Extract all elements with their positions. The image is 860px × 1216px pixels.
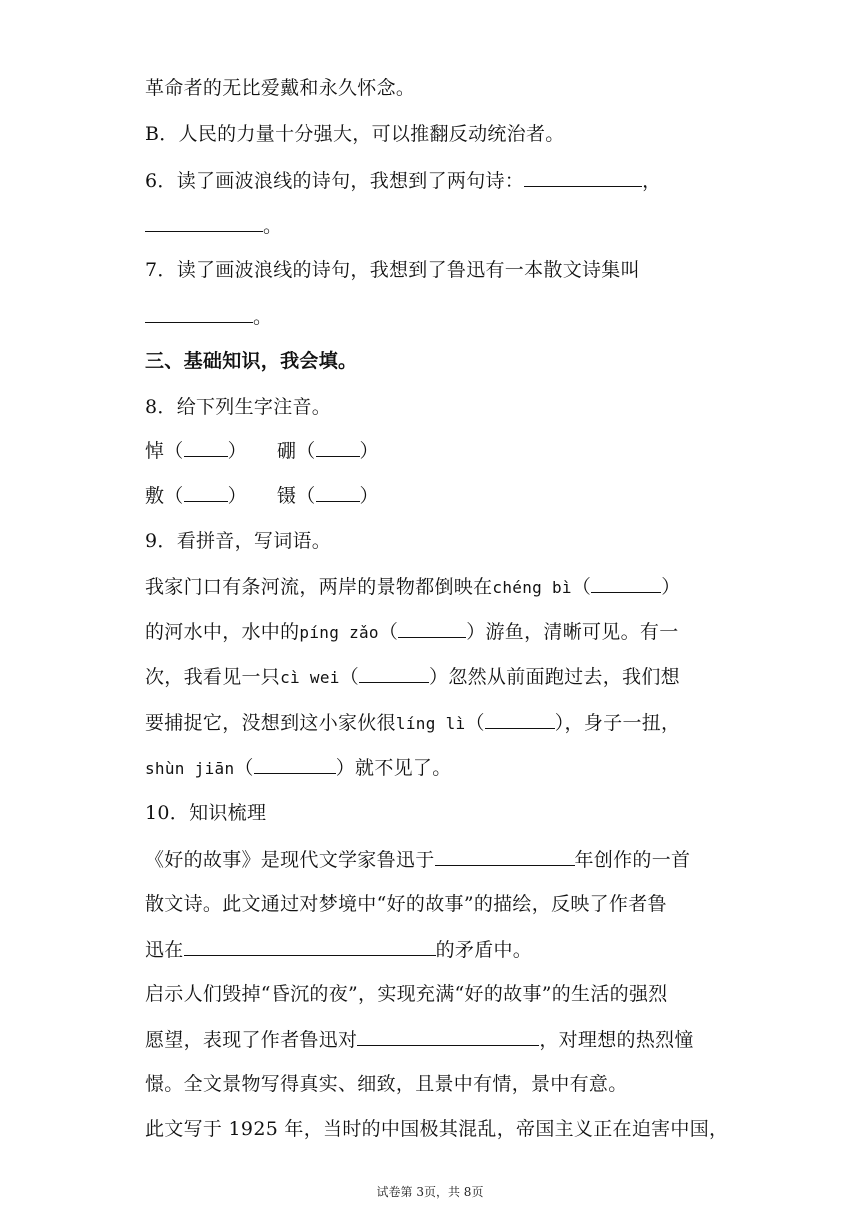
answer-option-a-continued: 革命者的无比爱戴和永久怀念。: [145, 77, 416, 99]
question-10-line-6: 憬。全文景物写得真实、细致，且景中有情，景中有意。: [145, 1073, 628, 1095]
question-10-line-5: 愿望，表现了作者鲁迅对 ，对理想的热烈憧: [145, 1029, 694, 1051]
answer-blank[interactable]: [357, 1027, 539, 1046]
question-10-line-4: 启示人们毁掉“昏沉的夜”，实现充满“好的故事”的生活的强烈: [145, 983, 668, 1005]
answer-blank[interactable]: [435, 847, 575, 866]
answer-option-b: B．人民的力量十分强大，可以推翻反动统治者。: [145, 123, 565, 145]
answer-blank[interactable]: [184, 483, 228, 502]
answer-blank[interactable]: [485, 710, 555, 729]
answer-blank[interactable]: [254, 755, 336, 774]
question-10-line-1: 《好的故事》是现代文学家鲁迅于 年创作的一首: [145, 849, 691, 871]
answer-blank[interactable]: [145, 304, 253, 323]
question-10: 10．知识梳理: [145, 802, 267, 824]
question-8-row-2: 敷（ ） 镊（ ）: [145, 485, 379, 507]
question-9-line-3: 次，我看见一只cì wei（ ）忽然从前面跑过去，我们想: [145, 666, 680, 688]
question-10-line-3: 迅在 的矛盾中。: [145, 939, 533, 961]
question-7: 7．读了画波浪线的诗句，我想到了鲁迅有一本散文诗集叫: [145, 259, 640, 281]
answer-blank[interactable]: [398, 619, 466, 638]
question-6: 6．读了画波浪线的诗句，我想到了两句诗： ，: [145, 170, 662, 192]
answer-blank[interactable]: [316, 483, 360, 502]
answer-blank[interactable]: [184, 937, 436, 956]
answer-blank[interactable]: [145, 213, 263, 232]
question-8: 8．给下列生字注音。: [145, 396, 332, 418]
question-10-line-7: 此文写于 1925 年，当时的中国极其混乱，帝国主义正在迫害中国，: [145, 1118, 729, 1140]
question-8-row-1: 悼（ ） 硼（ ）: [145, 440, 379, 462]
answer-blank[interactable]: [184, 438, 228, 457]
answer-blank[interactable]: [591, 574, 661, 593]
question-10-line-2: 散文诗。此文通过对梦境中“好的故事”的描绘，反映了作者鲁: [145, 893, 667, 915]
answer-blank[interactable]: [524, 168, 642, 187]
section-3-heading: 三、基础知识，我会填。: [145, 350, 358, 372]
question-9-line-1: 我家门口有条河流，两岸的景物都倒映在chéng bì（ ）: [145, 576, 681, 598]
answer-blank[interactable]: [359, 664, 429, 683]
question-9-line-2: 的河水中，水中的píng zǎo（ ）游鱼，清晰可见。有一: [145, 621, 679, 643]
question-9: 9．看拼音，写词语。: [145, 530, 332, 552]
page-footer: 试卷第 3页，共 8页: [376, 1185, 484, 1199]
answer-blank[interactable]: [316, 438, 360, 457]
question-6-continued: 。: [145, 213, 282, 238]
question-9-line-5: shùn jiān（ ）就不见了。: [145, 757, 452, 779]
question-9-line-4: 要捕捉它，没想到这小家伙很líng lì（ ），身子一扭，: [145, 712, 681, 734]
question-7-continued: 。: [145, 304, 272, 329]
